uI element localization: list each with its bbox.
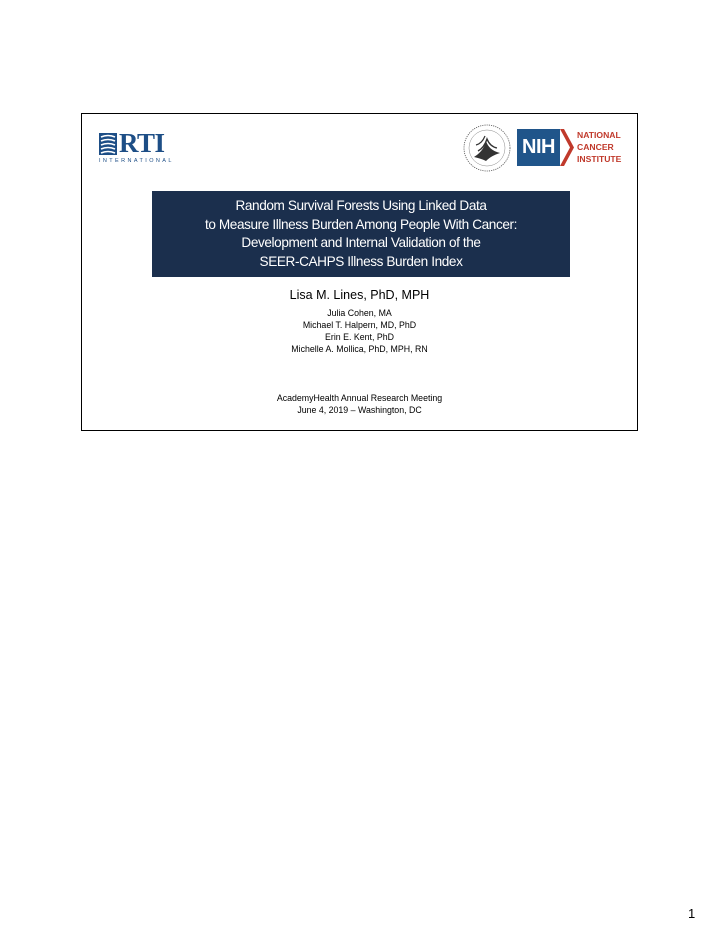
presenter-name: Lisa M. Lines, PhD, MPH (289, 288, 430, 302)
nci-line: INSTITUTE (577, 154, 622, 164)
slide-title (152, 191, 570, 277)
title-line: Random Survival Forests Using Linked Data (235, 198, 487, 213)
coauthor-list (82, 307, 637, 355)
coauthor: Michael T. Halpern, MD, PhD (302, 320, 417, 330)
title-line: to Measure Illness Burden Among People With Cancer: (204, 216, 518, 232)
nci-line: CANCER (577, 142, 614, 152)
hhs-seal-icon (462, 123, 512, 173)
meeting-date-location: June 4, 2019 – Washington, DC (297, 405, 422, 415)
rti-logo-subtitle: INTERNATIONAL (99, 158, 174, 164)
nih-chevron-icon (560, 129, 574, 166)
meeting-info (82, 392, 637, 416)
meeting-name: AcademyHealth Annual Research Meeting (276, 393, 443, 403)
title-line: SEER-CAHPS Illness Burden Index (259, 253, 463, 269)
nci-line: NATIONAL (577, 130, 621, 140)
page-number: 1 (688, 906, 696, 921)
coauthor: Michelle A. Mollica, PhD, MPH, RN (291, 344, 428, 354)
title-line: Development and Internal Validation of the (241, 235, 481, 250)
coauthor: Erin E. Kent, PhD (325, 332, 394, 342)
coauthor: Julia Cohen, MA (327, 308, 392, 318)
rti-logo-text: RTI (119, 128, 165, 158)
rti-globe-icon (99, 131, 117, 155)
nih-logo-text: NIH (522, 136, 555, 158)
nci-logo-text (577, 129, 639, 165)
nih-logo (517, 129, 560, 166)
slide (81, 113, 638, 431)
rti-logo (99, 128, 181, 165)
